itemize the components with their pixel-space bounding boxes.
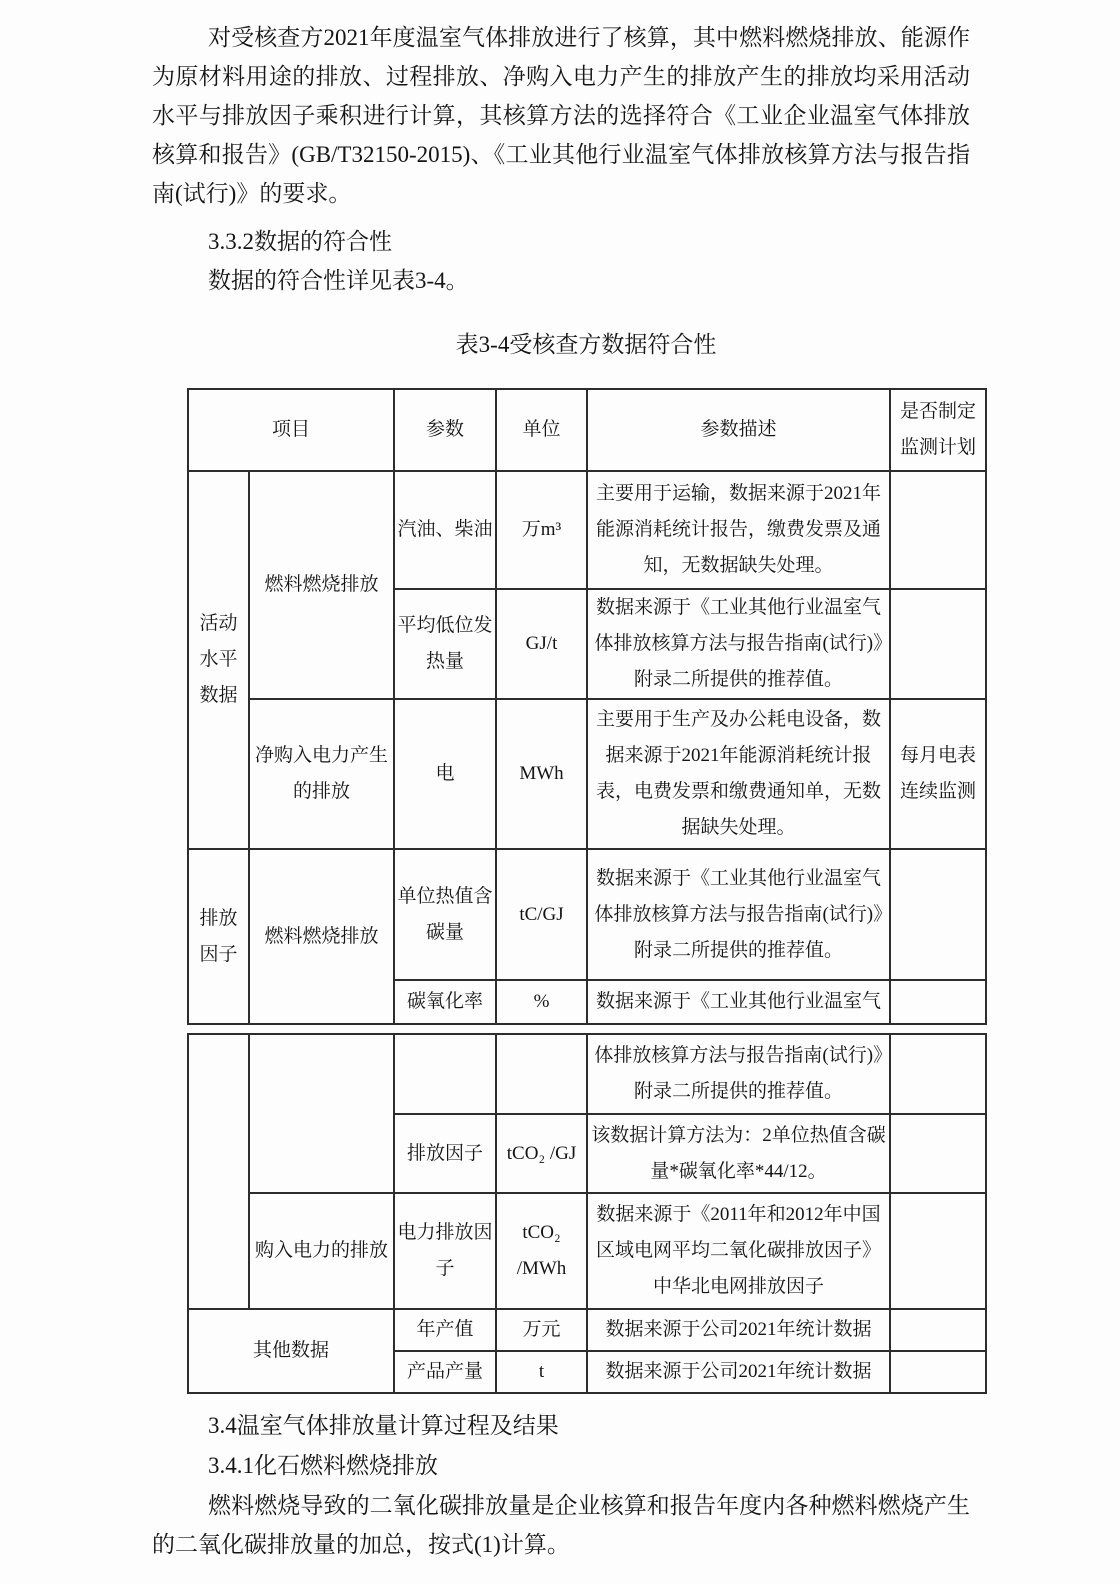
desc-carbon-oxidation-rate: 数据来源于《工业其他行业温室气	[587, 980, 890, 1024]
param-empty	[394, 1034, 496, 1114]
header-plan: 是否制定监测计划	[890, 389, 986, 471]
unit-wan-m3: 万m³	[496, 471, 587, 589]
desc-emission-factor-calc: 该数据计算方法为：2单位热值含碳量*碳氧化率*44/12。	[587, 1114, 890, 1193]
param-electricity: 电	[394, 699, 496, 849]
desc-avg-low-heat-value: 数据来源于《工业其他行业温室气体排放核算方法与报告指南(试行)》附录二所提供的推荐值。	[587, 589, 890, 699]
plan-empty	[890, 471, 986, 589]
plan-empty	[890, 1034, 986, 1114]
table-header-row	[188, 389, 986, 471]
group-activity-data: 活动水平数据	[188, 471, 249, 849]
data-conformity-table-part2	[187, 1033, 987, 1394]
plan-monthly-meter: 每月电表连续监测	[890, 699, 986, 849]
table-row	[188, 471, 986, 589]
unit-t: t	[496, 1351, 587, 1393]
unit-mwh: MWh	[496, 699, 587, 849]
intro-paragraph: 对受核查方2021年度温室气体排放进行了核算，其中燃料燃烧排放、能源作为原材料用途的排放、过程排放、净购入电力产生的排放产生的排放均采用活动水平与排放因子乘积进行计算，其核算方法的选择符合《工业企业温室气体排放核算和报告》(GB/T32150-2015)、《工业其他行业温室气体排放核算方法与报告指南(试行)》的要求。	[152, 25, 970, 206]
item-fuel-combustion-ef: 燃料燃烧排放	[249, 849, 394, 1024]
table-row	[188, 1309, 986, 1351]
desc-continuation: 体排放核算方法与报告指南(试行)》附录二所提供的推荐值。	[587, 1034, 890, 1114]
header-param: 参数	[394, 389, 496, 471]
plan-empty	[890, 1114, 986, 1193]
unit-wan-yuan: 万元	[496, 1309, 587, 1351]
plan-empty	[890, 589, 986, 699]
header-unit: 单位	[496, 389, 587, 471]
group-other-data: 其他数据	[188, 1309, 394, 1393]
table-caption: 表3-4受核查方数据符合性	[455, 332, 717, 357]
heading-3-4: 3.4温室气体排放量计算过程及结果	[208, 1413, 559, 1438]
unit-empty	[496, 1034, 587, 1114]
heading-3-3-2: 3.3.2数据的符合性	[208, 229, 392, 254]
see-table-paragraph: 数据的符合性详见表3-4。	[208, 268, 469, 293]
desc-product-output: 数据来源于公司2021年统计数据	[587, 1351, 890, 1393]
table-row	[188, 1034, 986, 1114]
param-annual-output-value: 年产值	[394, 1309, 496, 1351]
header-desc: 参数描述	[587, 389, 890, 471]
plan-empty	[890, 1193, 986, 1309]
desc-power-emission-factor: 数据来源于《2011年和2012年中国区域电网平均二氧化碳排放因子》中华北电网排放因子	[587, 1193, 890, 1309]
desc-carbon-per-heat: 数据来源于《工业其他行业温室气体排放核算方法与报告指南(试行)》附录二所提供的推荐值。	[587, 849, 890, 980]
group-emission-factor: 排放因子	[188, 849, 249, 1024]
plan-empty	[890, 1309, 986, 1351]
param-emission-factor: 排放因子	[394, 1114, 496, 1193]
item-continuation-empty	[249, 1034, 394, 1193]
table-row	[188, 1193, 986, 1309]
desc-electricity: 主要用于生产及办公耗电设备，数据来源于2021年能源消耗统计报表，电费发票和缴费通知单，无数据缺失处理。	[587, 699, 890, 849]
param-power-emission-factor: 电力排放因子	[394, 1193, 496, 1309]
fuel-combustion-paragraph: 燃料燃烧导致的二氧化碳排放量是企业核算和报告年度内各种燃料燃烧产生的二氧化碳排放量的加总，按式(1)计算。	[152, 1493, 970, 1557]
heading-3-4-1: 3.4.1化石燃料燃烧排放	[208, 1453, 438, 1478]
desc-gasoline-diesel: 主要用于运输，数据来源于2021年能源消耗统计报告，缴费发票及通知，无数据缺失处理。	[587, 471, 890, 589]
plan-empty	[890, 849, 986, 980]
unit-tc-gj: tC/GJ	[496, 849, 587, 980]
desc-annual-output-value: 数据来源于公司2021年统计数据	[587, 1309, 890, 1351]
header-item: 项目	[188, 389, 394, 471]
param-avg-low-heat-value: 平均低位发热量	[394, 589, 496, 699]
data-conformity-table-part1	[187, 388, 987, 1025]
unit-tco2-gj: tCO₂ /GJ	[496, 1114, 587, 1193]
param-carbon-oxidation-rate: 碳氧化率	[394, 980, 496, 1024]
plan-empty	[890, 1351, 986, 1393]
table-row	[188, 699, 986, 849]
unit-gj-t: GJ/t	[496, 589, 587, 699]
param-carbon-per-heat: 单位热值含碳量	[394, 849, 496, 980]
item-fuel-combustion: 燃料燃烧排放	[249, 471, 394, 699]
table-row	[188, 849, 986, 980]
item-purchased-power-emission: 购入电力的排放	[249, 1193, 394, 1309]
group-continuation-empty	[188, 1034, 249, 1309]
plan-empty	[890, 980, 986, 1024]
unit-tco2-mwh: tCO₂ /MWh	[496, 1193, 587, 1309]
param-product-output: 产品产量	[394, 1351, 496, 1393]
unit-percent: %	[496, 980, 587, 1024]
item-net-purchased-power: 净购入电力产生的排放	[249, 699, 394, 849]
param-gasoline-diesel: 汽油、柴油	[394, 471, 496, 589]
